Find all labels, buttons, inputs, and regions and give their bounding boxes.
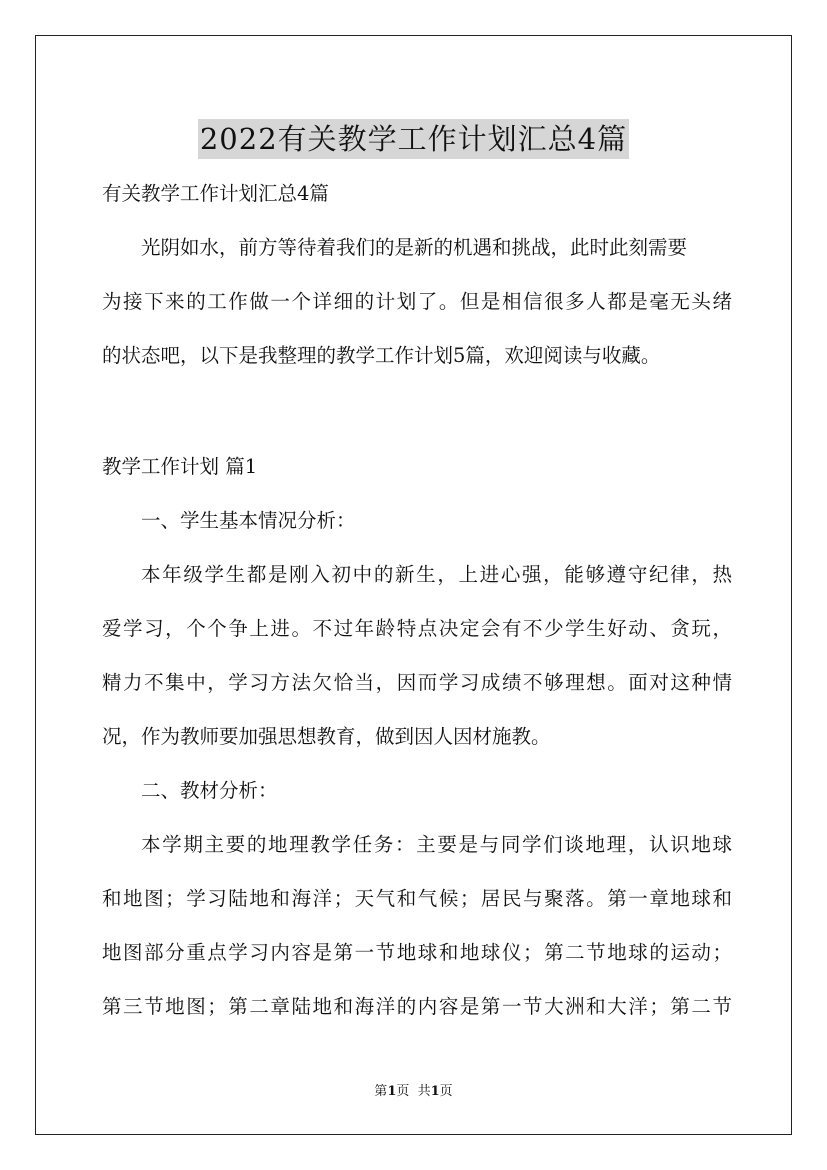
footer-page-number: 1 <box>387 1084 397 1099</box>
part1-line-3: 精力不集中，学习方法欠恰当，因而学习成绩不够理想。面对这种情 <box>102 671 732 694</box>
footer-page-mid: 页 共 <box>396 1084 431 1099</box>
document-title: 2022有关教学工作计划汇总4篇 <box>198 119 629 159</box>
part2-heading: 二、教材分析： <box>141 779 278 802</box>
part2-line-3: 地图部分重点学习内容是第一节地球和地球仪；第二节地球的运动； <box>102 941 732 964</box>
part2-line-2: 和地图；学习陆地和海洋；天气和气候；居民与聚落。第一章地球和 <box>102 887 732 910</box>
footer-page-total: 1 <box>430 1084 440 1099</box>
section-heading: 教学工作计划 篇1 <box>102 455 258 478</box>
intro-line-2: 为接下来的工作做一个详细的计划了。但是相信很多人都是毫无头绪 <box>102 290 732 313</box>
title-container <box>0 100 827 179</box>
document-subtitle: 有关教学工作计划汇总4篇 <box>102 182 329 205</box>
intro-line-1: 光阴如水，前方等待着我们的是新的机遇和挑战，此时此刻需要 <box>141 236 688 259</box>
part1-line-1: 本年级学生都是刚入初中的新生，上进心强，能够遵守纪律，热 <box>141 563 732 586</box>
part1-line-4: 况，作为教师要加强思想教育，做到因人因材施教。 <box>102 725 551 748</box>
part2-line-4: 第三节地图；第二章陆地和海洋的内容是第一节大洲和大洋；第二节 <box>102 995 732 1018</box>
part2-line-1: 本学期主要的地理教学任务：主要是与同学们谈地理，认识地球 <box>141 833 732 856</box>
intro-line-3: 的状态吧，以下是我整理的教学工作计划5篇，欢迎阅读与收藏。 <box>102 344 661 367</box>
footer-page-suffix: 页 <box>439 1084 453 1099</box>
footer-page-prefix: 第 <box>374 1084 388 1099</box>
part1-heading: 一、学生基本情况分析： <box>141 509 356 532</box>
page-footer <box>0 1083 827 1101</box>
part1-line-2: 爱学习，个个争上进。不过年龄特点决定会有不少学生好动、贪玩， <box>102 617 732 640</box>
